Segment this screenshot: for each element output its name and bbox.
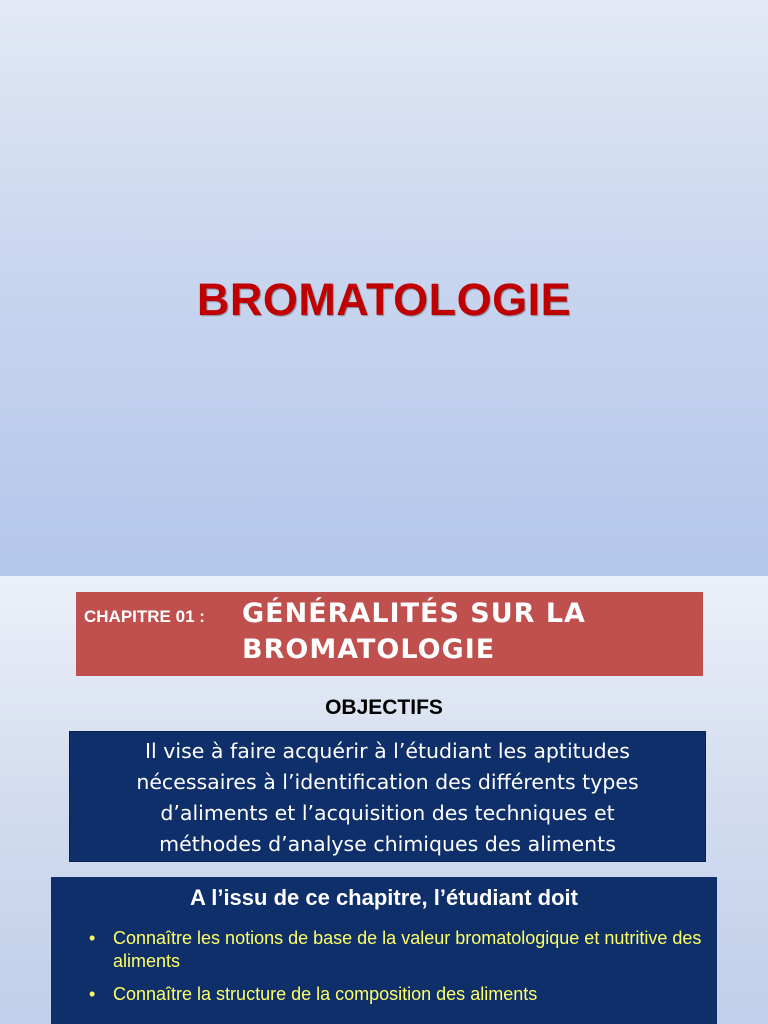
list-item-text: Connaître les notions de base de la valeur bromatologique et nutritive des aliments: [113, 928, 702, 971]
list-item: [89, 927, 709, 973]
chapter-banner: [76, 592, 703, 676]
objectives-line: méthodes d’analyse chimiques des aliments: [159, 832, 616, 856]
list-item-text: Connaître la structure de la composition des aliments: [113, 984, 538, 1004]
objectives-line: Il vise à faire acquérir à l’étudiant les aptitudes: [145, 739, 630, 763]
chapter-title-line-2: BROMATOLOGIE: [242, 634, 496, 665]
chapter-title-line-1: GÉNÉRALITÉS SUR LA: [242, 598, 586, 629]
outcomes-list: [89, 927, 709, 1016]
bullet-icon: •: [89, 928, 96, 948]
list-item: [89, 983, 709, 1006]
chapter-label: CHAPITRE 01 :: [84, 607, 205, 626]
outcomes-box: [51, 877, 717, 1024]
objectives-line: nécessaires à l’identification des différents types: [136, 770, 639, 794]
bullet-icon: •: [89, 984, 96, 1004]
outcomes-heading: A l’issu de ce chapitre, l’étudiant doit: [190, 885, 578, 910]
chapter-slide: [0, 576, 768, 1024]
chapter-title: [242, 596, 682, 668]
objectives-line: d’aliments et l’acquisition des techniques et: [160, 801, 615, 825]
objectives-box: [69, 731, 706, 862]
objectifs-heading: OBJECTIFS: [325, 696, 443, 719]
slide-title: BROMATOLOGIE: [196, 274, 572, 325]
